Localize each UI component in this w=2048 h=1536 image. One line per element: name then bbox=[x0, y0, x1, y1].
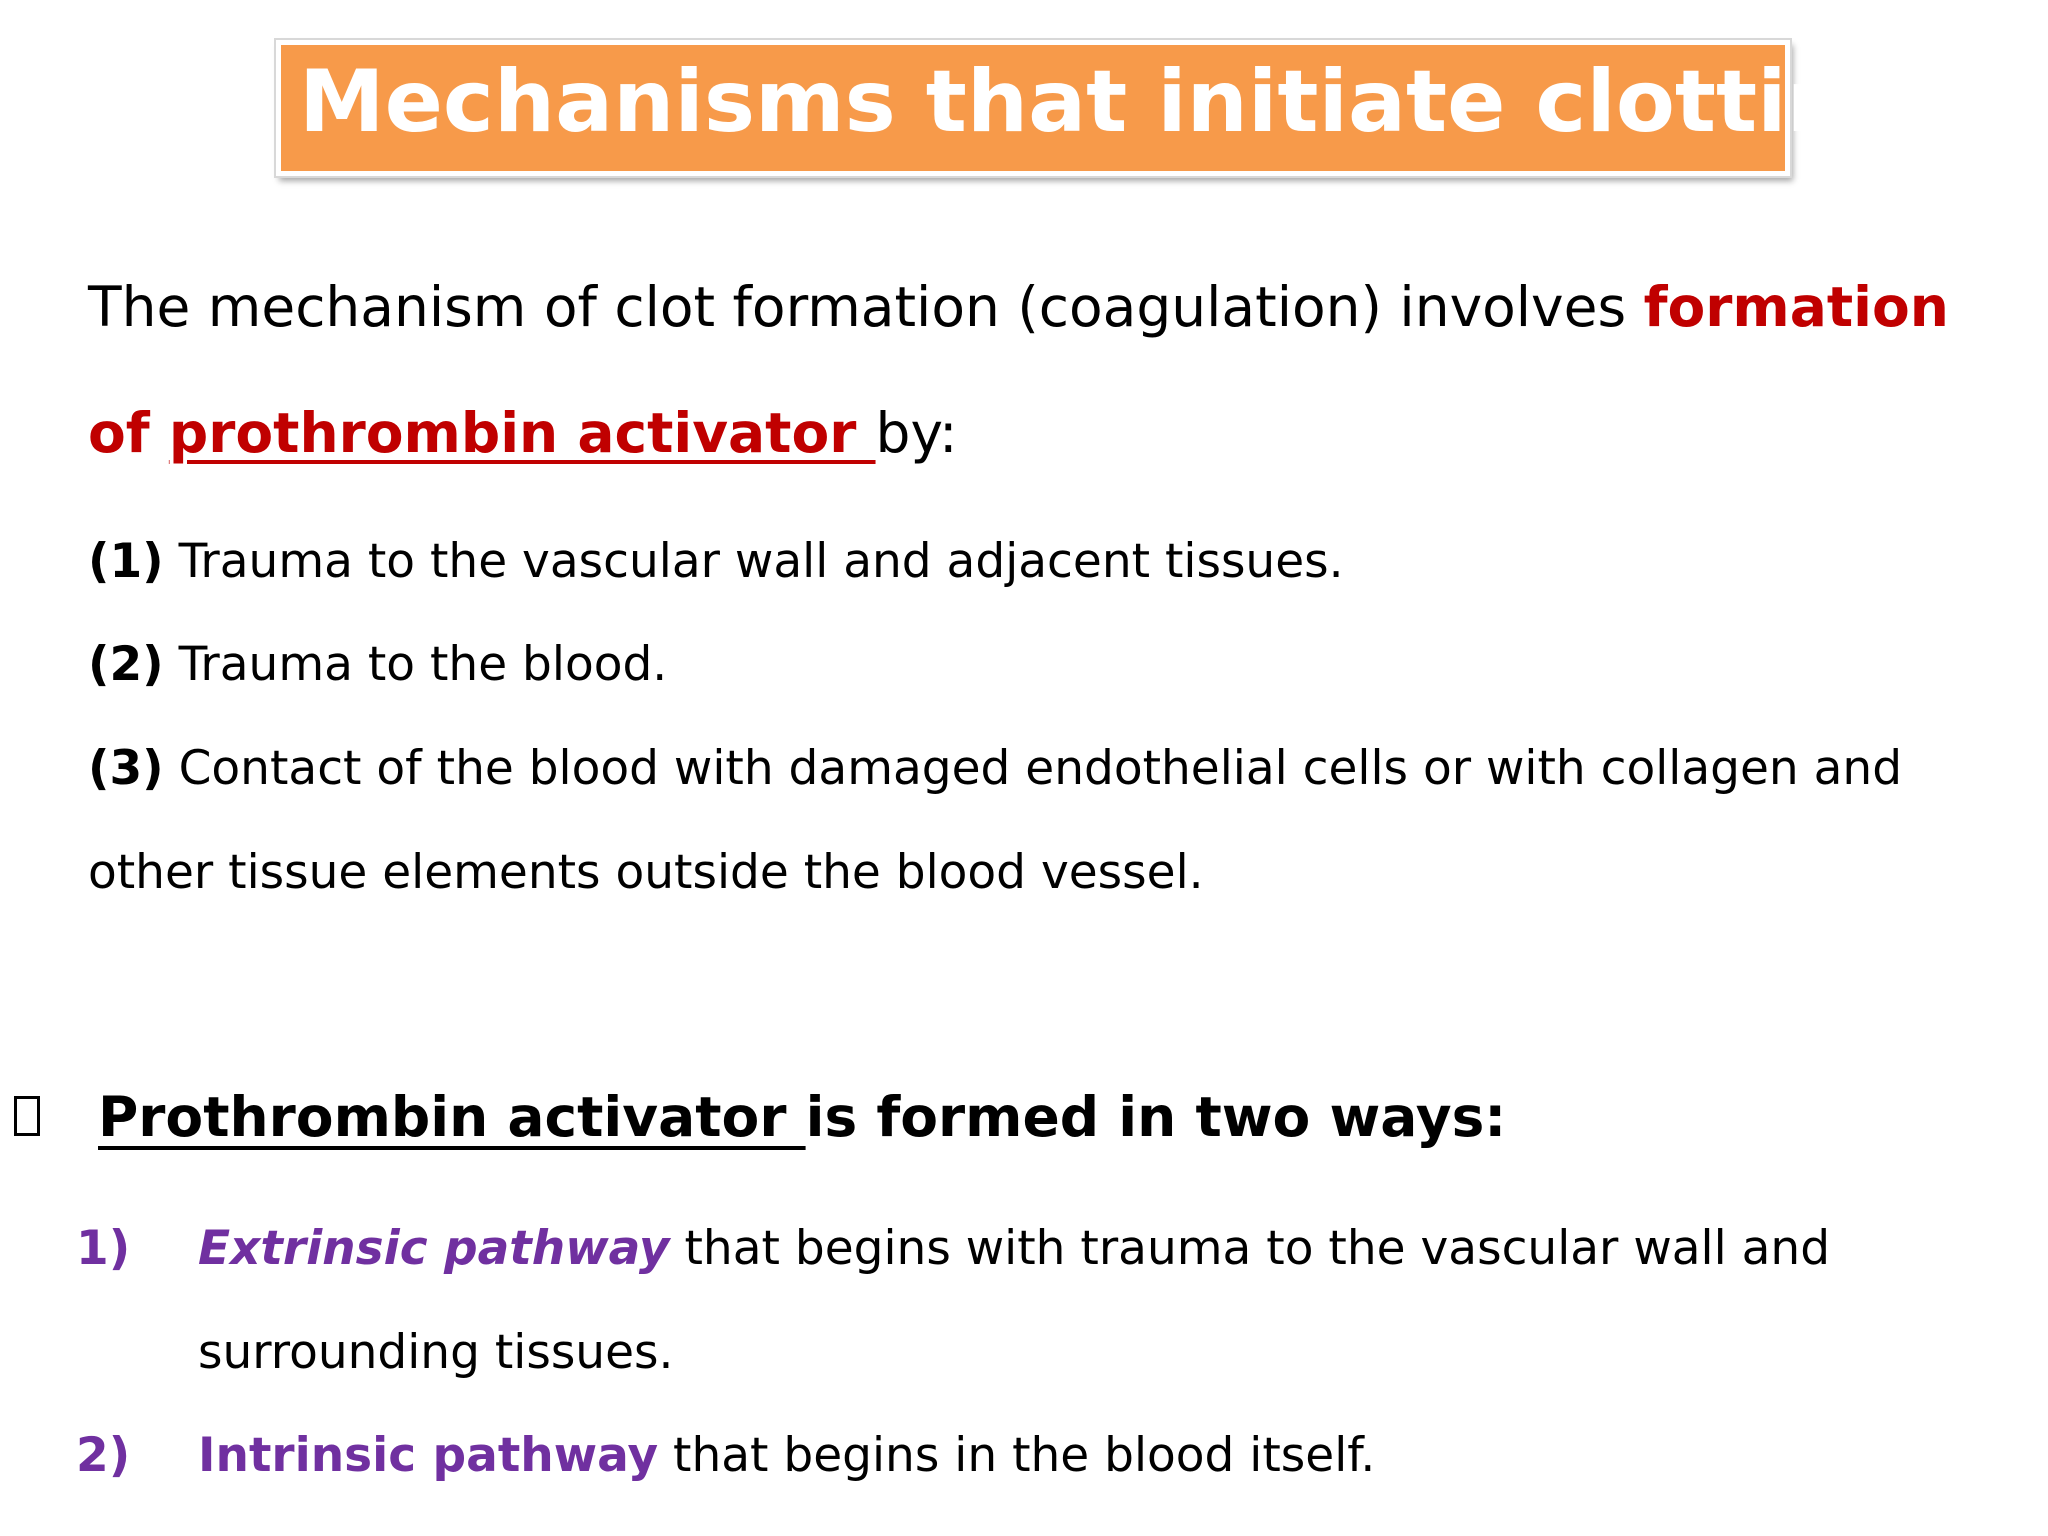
way-item-1 bbox=[198, 1221, 1831, 1276]
cause-item-3-continuation bbox=[88, 845, 1204, 900]
cause-item-2 bbox=[88, 637, 668, 692]
prothrombin-activator-term: prothrombin activator bbox=[168, 401, 876, 465]
intro-paragraph bbox=[88, 244, 1988, 496]
extrinsic-pathway-label: Extrinsic pathway bbox=[198, 1221, 670, 1276]
way-description: that begins with trauma to the vascular wall and bbox=[669, 1221, 1831, 1276]
intro-tail: by: bbox=[875, 401, 958, 465]
title-banner bbox=[276, 40, 1910, 176]
ways-heading bbox=[98, 1085, 1507, 1149]
way-number-2: 2) bbox=[76, 1428, 131, 1483]
square-bullet-icon bbox=[14, 1096, 40, 1136]
cause-text: Trauma to the vascular wall and adjacent tissues. bbox=[163, 534, 1344, 589]
page-title: Mechanisms that initiate clotting bbox=[299, 52, 1910, 152]
cause-text: Trauma to the blood. bbox=[163, 637, 668, 692]
cause-item-1 bbox=[88, 534, 1344, 589]
way-number-1: 1) bbox=[76, 1221, 131, 1276]
cause-number: (3) bbox=[88, 741, 164, 796]
ways-heading-term: Prothrombin activator bbox=[98, 1085, 806, 1149]
cause-number: (2) bbox=[88, 637, 164, 692]
intro-text: The mechanism of clot formation (coagulation) involves bbox=[88, 275, 1644, 339]
intrinsic-pathway-label: Intrinsic pathway bbox=[198, 1428, 659, 1483]
way-item-2 bbox=[198, 1428, 1376, 1483]
way-item-1-continuation: surrounding tissues. bbox=[198, 1325, 674, 1380]
intro-emphasis-of: of bbox=[88, 401, 169, 465]
cause-item-3 bbox=[88, 741, 1903, 796]
cause-text: Contact of the blood with damaged endothelial cells or with collagen and bbox=[163, 741, 1903, 796]
intro-emphasis: formation bbox=[1643, 275, 1949, 339]
way-description: that begins in the blood itself. bbox=[658, 1428, 1376, 1483]
ways-heading-rest: is formed in two ways: bbox=[805, 1085, 1507, 1149]
cause-text: other tissue elements outside the blood vessel. bbox=[88, 845, 1204, 900]
cause-number: (1) bbox=[88, 534, 164, 589]
